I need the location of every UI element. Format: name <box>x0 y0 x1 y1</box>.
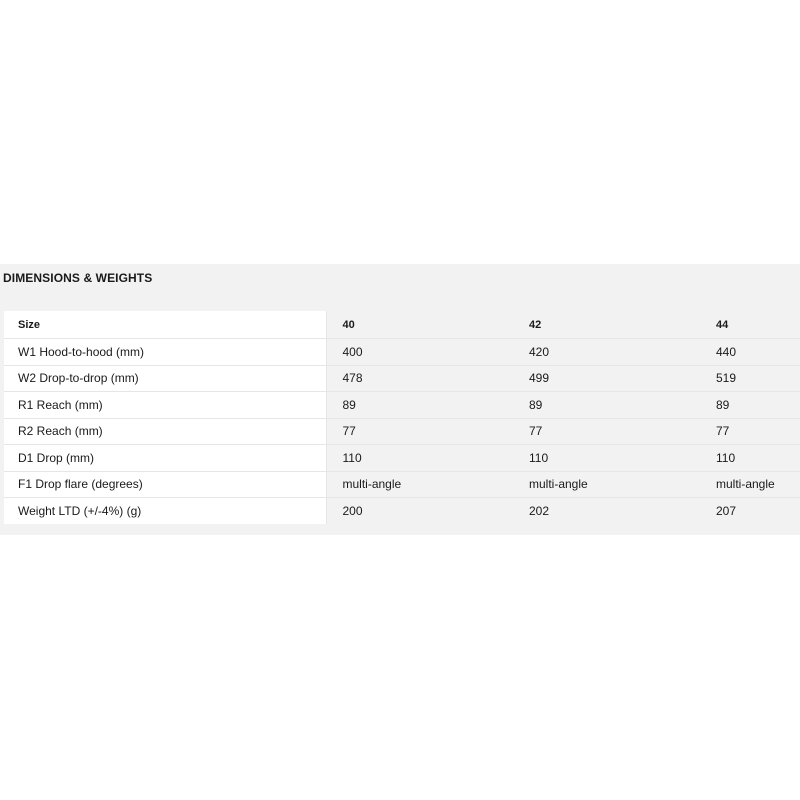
table-row <box>4 471 800 498</box>
row-value: 440 <box>700 339 800 366</box>
row-label: F1 Drop flare (degrees) <box>4 471 326 498</box>
row-value: 89 <box>700 392 800 419</box>
row-label: Weight LTD (+/-4%) (g) <box>4 498 326 524</box>
row-value: multi-angle <box>326 471 513 498</box>
row-label: W1 Hood-to-hood (mm) <box>4 339 326 366</box>
header-label: Size <box>4 311 326 339</box>
row-value: 110 <box>326 445 513 472</box>
table-header-row <box>4 311 800 339</box>
row-value: multi-angle <box>700 471 800 498</box>
row-label: R1 Reach (mm) <box>4 392 326 419</box>
section-title: DIMENSIONS & WEIGHTS <box>3 271 153 285</box>
row-value: 77 <box>513 418 700 445</box>
table-row <box>4 392 800 419</box>
row-label: R2 Reach (mm) <box>4 418 326 445</box>
table-row <box>4 498 800 524</box>
row-value: 110 <box>700 445 800 472</box>
row-value: 400 <box>326 339 513 366</box>
dimensions-table <box>4 311 800 524</box>
table-row <box>4 418 800 445</box>
row-value: 200 <box>326 498 513 524</box>
row-value: 519 <box>700 365 800 392</box>
header-size-40: 40 <box>326 311 513 339</box>
header-size-44: 44 <box>700 311 800 339</box>
row-value: 420 <box>513 339 700 366</box>
row-value: 89 <box>513 392 700 419</box>
row-value: 77 <box>700 418 800 445</box>
row-value: 499 <box>513 365 700 392</box>
row-value: multi-angle <box>513 471 700 498</box>
row-value: 202 <box>513 498 700 524</box>
header-size-42: 42 <box>513 311 700 339</box>
table-row <box>4 445 800 472</box>
row-value: 478 <box>326 365 513 392</box>
row-value: 77 <box>326 418 513 445</box>
row-label: D1 Drop (mm) <box>4 445 326 472</box>
row-value: 110 <box>513 445 700 472</box>
row-value: 207 <box>700 498 800 524</box>
row-value: 89 <box>326 392 513 419</box>
table-row <box>4 339 800 366</box>
table-row <box>4 365 800 392</box>
row-label: W2 Drop-to-drop (mm) <box>4 365 326 392</box>
